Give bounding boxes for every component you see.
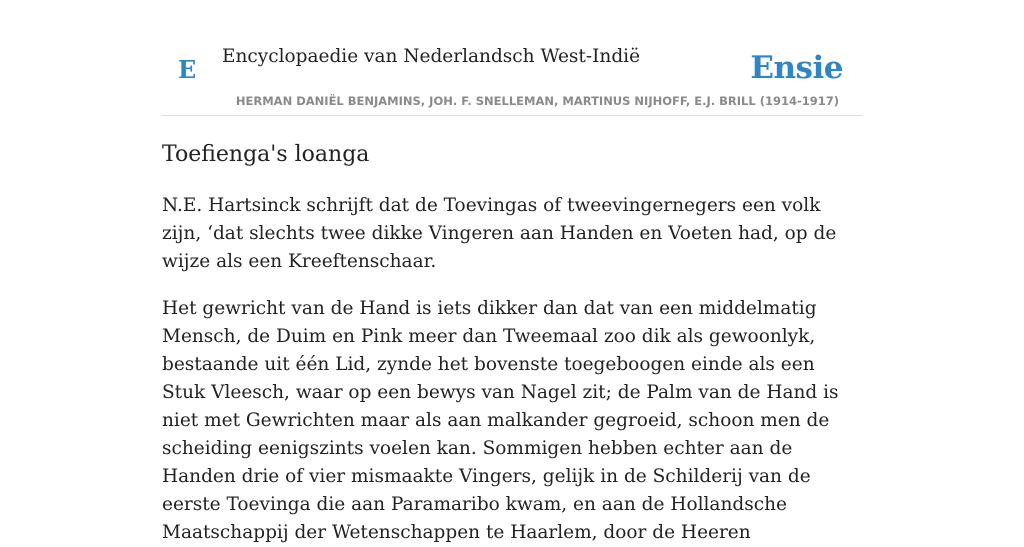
entry-title: Toefienga's loanga xyxy=(162,142,370,167)
book-logo[interactable]: E xyxy=(178,55,197,84)
site-header xyxy=(162,0,862,116)
page xyxy=(162,0,862,547)
book-title[interactable]: Encyclopaedie van Nederlandsch West-Indië xyxy=(222,46,641,67)
entry-paragraph: N.E. Hartsinck schrijft dat de Toevingas of tweevingernegers een volk zijn, ‘dat slechts twee dikke Vingeren aan Handen en Voeten had, op de wijze als een Kreeftenschaar. xyxy=(162,195,837,272)
book-authors: HERMAN DANIËL BENJAMINS, JOH. F. SNELLEMAN, MARTINUS NIJHOFF, E.J. BRILL (1914-1917) xyxy=(235,94,839,108)
entry-paragraph: Het gewricht van de Hand is iets dikker dan dat van een middelmatig Mensch, de Duim en Pink meer dan Tweemaal zoo dik als gewoonlyk, bestaande uit één Lid, zynde het bovenste toegeboogen einde als een Stuk Vleesch, waar op een bewys van Nagel zit; de Palm van de Hand is niet met Gewrichten maar als aan malkander gegroeid, schoon men de scheiding eenigszints voelen kan. Sommigen hebben echter aan de Handen drie of vier mismaakte Vingers, gelijk in de Schilderij van de eerste Toevinga die aan Paramaribo kwam, en aan de Hollandsche Maatschappij der Wetenschappen te Haarlem, door de Heeren xyxy=(162,298,839,543)
ensie-logo[interactable]: Ensie xyxy=(750,50,843,86)
